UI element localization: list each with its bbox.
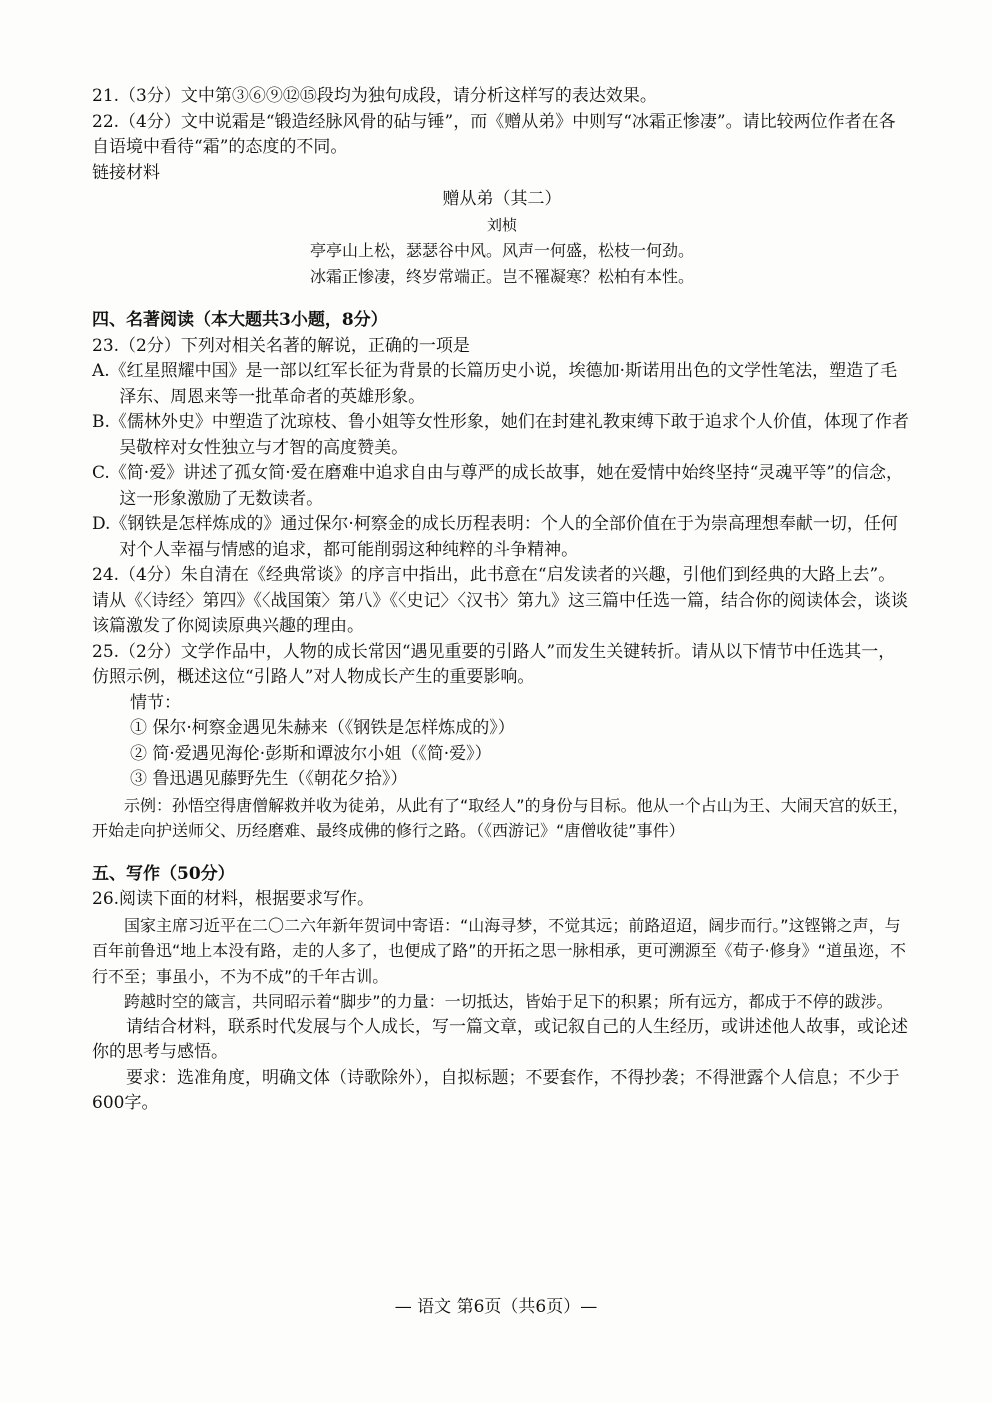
link-material-label: 链接材料 bbox=[92, 162, 160, 183]
section-4-heading: 四、名著阅读（本大题共3小题，8分） bbox=[92, 310, 388, 330]
option-c: C.《简·爱》讲述了孤女简·爱在磨难中追求自由与尊严的成长故事，她在爱情中始终坚持“灵魂平等”的信念，这一形象激励了无数读者。 bbox=[92, 463, 903, 509]
poem-line: 冰霜正惨凄，终岁常端正。岂不罹凝寒？松柏有本性。 bbox=[309, 267, 694, 286]
material-paragraph: 跨越时空的箴言，共同昭示着“脚步”的力量：一切抵达，皆始于足下的积累；所有远方，都成于不停的跋涉。 bbox=[124, 992, 893, 1011]
plot-item: ② 简·爱遇见海伦·彭斯和谭波尔小姐（《简·爱》） bbox=[130, 743, 492, 764]
poem-line: 亭亭山上松，瑟瑟谷中风。风声一何盛，松枝一何劲。 bbox=[309, 241, 694, 260]
plot-item: ① 保尔·柯察金遇见朱赫来（《钢铁是怎样炼成的》） bbox=[130, 718, 515, 738]
question-25: 25.（2分）文学作品中，人物的成长常因“遇见重要的引路人”而发生关键转折。请从以下情节中任选其一，仿照示例，概述这位“引路人”对人物成长产生的重要影响。 bbox=[92, 641, 896, 687]
option-d: D.《钢铁是怎样炼成的》通过保尔·柯察金的成长历程表明：个人的全部价值在于为崇高理想奉献一切，任何对个人幸福与情感的追求，都可能削弱这种纯粹的斗争精神。 bbox=[92, 514, 898, 560]
writing-task: 请结合材料，联系时代发展与个人成长，写一篇文章，或记叙自己的人生经历，或讲述他人故事，或论述你的思考与感悟。 bbox=[92, 1016, 908, 1062]
question-22: 22.（4分）文中说霜是“锻造经脉风骨的砧与锤”，而《赠从弟》中则写“冰霜正惨凄”。请比较两位作者在各自语境中看待“霜”的态度的不同。 bbox=[92, 111, 896, 157]
exam-page bbox=[92, 84, 912, 1117]
poem-author: 刘桢 bbox=[486, 216, 517, 234]
option-b: B.《儒林外史》中塑造了沈琼枝、鲁小姐等女性形象，她们在封建礼教束缚下敢于追求个人价值，体现了作者吴敬梓对女性独立与才智的高度赞美。 bbox=[92, 412, 909, 458]
question-21: 21.（3分）文中第③⑥⑨⑫⑮段均为独句成段，请分析这样写的表达效果。 bbox=[92, 86, 657, 106]
poem-title: 赠从弟（其二） bbox=[442, 189, 562, 209]
plot-item: ③ 鲁迅遇见藤野先生（《朝花夕拾》） bbox=[130, 769, 408, 789]
page-footer: — 语文 第6页（共6页）— bbox=[394, 1297, 598, 1317]
plot-label: 情节： bbox=[130, 692, 181, 713]
question-23: 23.（2分）下列对相关名著的解说，正确的一项是 bbox=[92, 335, 470, 356]
question-26: 26.阅读下面的材料，根据要求写作。 bbox=[92, 889, 375, 909]
option-a: A.《红星照耀中国》是一部以红军长征为背景的长篇历史小说，埃德加·斯诺用出色的文学性笔法，塑造了毛泽东、周恩来等一批革命者的英雄形象。 bbox=[92, 361, 898, 407]
section-5-heading: 五、写作（50分） bbox=[92, 863, 235, 884]
poem-block bbox=[92, 186, 912, 290]
question-24: 24.（4分）朱自清在《经典常谈》的序言中指出，此书意在“启发读者的兴趣，引他们到经典的大路上去”。请从《〈诗经〉第四》《〈战国策〉第八》《〈史记〉〈汉书〉第九》这三篇中任选一篇，结合你的阅读体会，谈谈该篇激发了你阅读原典兴趣的理由。 bbox=[92, 565, 908, 636]
material-paragraph: 国家主席习近平在二〇二六年新年贺词中寄语：“山海寻梦，不觉其远；前路迢迢，阔步而行。”这铿锵之声，与百年前鲁迅“地上本没有路，走的人多了，也便成了路”的开拓之思一脉相承，更可溯源至《荀子·修身》“道虽迩，不行不至；事虽小，不为不成”的千年古训。 bbox=[92, 915, 906, 986]
writing-requirements: 要求：选准角度，明确文体（诗歌除外），自拟标题；不要套作，不得抄袭；不得泄露个人信息；不少于600字。 bbox=[92, 1067, 900, 1113]
example-text: 示例：孙悟空得唐僧解救并收为徒弟，从此有了“取经人”的身份与目标。他从一个占山为王、大闹天宫的妖王，开始走向护送师父、历经磨难、最终成佛的修行之路。（《西游记》“唐僧收徒”事件） bbox=[92, 795, 909, 840]
